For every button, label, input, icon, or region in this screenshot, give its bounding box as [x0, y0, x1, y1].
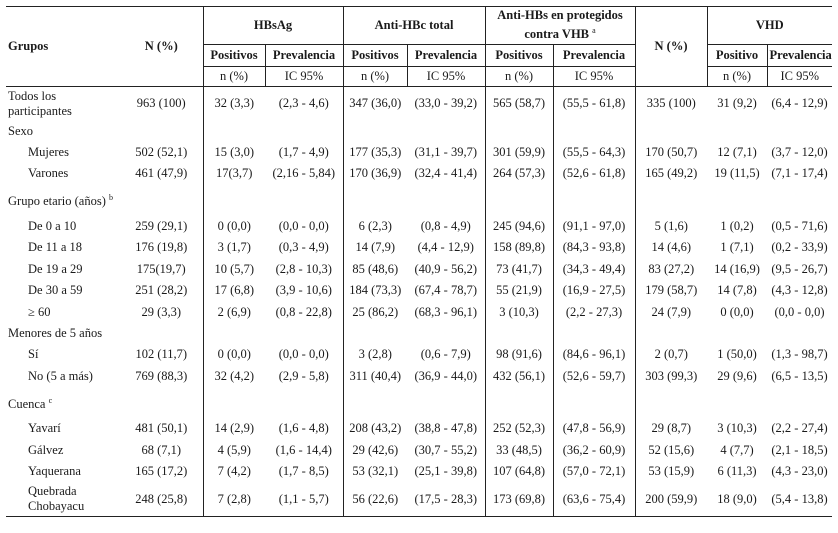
table-cell: 1 (50,0)	[717, 347, 757, 362]
empty-cell	[553, 323, 635, 344]
table-cell: (84,6 - 96,1)	[553, 344, 635, 366]
table-cell: (1,6 - 4,8)	[278, 421, 329, 436]
empty-cell	[343, 387, 407, 418]
table-cell: (2,2 - 27,3)	[553, 302, 635, 324]
table-row	[6, 259, 832, 281]
table-row	[6, 280, 832, 302]
row-label-text: Quebrada Chobayacu	[28, 484, 85, 514]
table-cell: 769 (88,3)	[135, 368, 188, 383]
table-cell: (40,9 - 56,2)	[414, 261, 478, 276]
empty-cell	[635, 121, 707, 142]
table-cell: 208 (43,2)	[343, 418, 407, 440]
table-cell: (2,16 - 5,84)	[272, 166, 335, 181]
table-cell: 31 (9,2)	[717, 96, 757, 111]
row-label-text: Cuenca	[8, 397, 46, 412]
table-cell: 335 (100)	[635, 87, 707, 121]
row-label-text: Grupo etario (años)	[8, 194, 106, 209]
row-label	[6, 87, 120, 121]
table-cell: 32 (4,2)	[203, 366, 265, 388]
table-cell: 19 (11,5)	[714, 166, 760, 181]
table-cell: 481 (50,1)	[135, 421, 188, 436]
sub-vhd-prevalencia: Prevalencia	[767, 45, 832, 67]
table-cell: (2,9 - 5,8)	[278, 368, 329, 383]
table-cell: 200 (59,9)	[635, 483, 707, 517]
table-cell: (57,0 - 72,1)	[553, 461, 635, 483]
table-row	[6, 142, 832, 164]
table-row	[6, 163, 832, 185]
table-cell: 29 (9,6)	[717, 368, 757, 383]
table-cell: (3,9 - 10,6)	[275, 283, 332, 298]
table-cell: (91,1 - 97,0)	[553, 216, 635, 238]
table-cell: (0,0 - 0,0)	[774, 304, 825, 319]
table-cell: 259 (29,1)	[135, 218, 188, 233]
row-label	[6, 237, 120, 259]
table-cell: 3 (1,7)	[203, 237, 265, 259]
table-cell: 52 (15,6)	[635, 440, 707, 462]
row-label	[6, 387, 120, 418]
empty-cell	[265, 323, 343, 344]
empty-cell	[767, 185, 832, 216]
table-cell: 0 (0,0)	[720, 304, 754, 319]
table-cell: 3 (2,8)	[343, 344, 407, 366]
empty-cell	[343, 121, 407, 142]
table-cell: (68,3 - 96,1)	[414, 304, 478, 319]
table-cell: 15 (3,0)	[203, 142, 265, 164]
table-cell: (17,5 - 28,3)	[414, 491, 478, 506]
empty-cell	[635, 387, 707, 418]
row-label	[6, 259, 120, 281]
row-label	[6, 163, 120, 185]
table-cell: 0 (0,0)	[203, 344, 265, 366]
table-cell: (9,5 - 26,7)	[771, 261, 828, 276]
table-cell: 29 (3,3)	[141, 304, 182, 319]
table-cell: 55 (21,9)	[485, 280, 553, 302]
table-cell: 7 (2,8)	[203, 483, 265, 517]
sub2-antihbs-n: n (%)	[485, 67, 553, 87]
row-label	[6, 483, 120, 517]
table-cell: 2 (6,9)	[203, 302, 265, 324]
table-cell: 17 (6,8)	[203, 280, 265, 302]
table-cell: 6 (11,3)	[717, 464, 757, 479]
sub2-hbsag-ic: IC 95%	[265, 67, 343, 87]
row-label-text: Sí	[28, 347, 39, 362]
sub-antihbs-prevalencia: Prevalencia	[553, 45, 635, 67]
header-anti-hbc: Anti-HBc total	[343, 7, 485, 45]
table-row	[6, 366, 832, 388]
table-cell: 18 (9,0)	[717, 491, 757, 506]
table-cell: (5,4 - 13,8)	[771, 491, 828, 506]
table-cell: 32 (3,3)	[203, 87, 265, 121]
empty-cell	[265, 185, 343, 216]
table-cell: (47,8 - 56,9)	[553, 418, 635, 440]
table-cell: 25 (86,2)	[343, 302, 407, 324]
section-row	[6, 121, 832, 142]
row-label-text: De 11 a 18	[28, 240, 83, 255]
table-cell: 83 (27,2)	[635, 259, 707, 281]
table-row	[6, 461, 832, 483]
table-cell: (0,5 - 71,6)	[771, 218, 828, 233]
section-row	[6, 185, 832, 216]
table-cell: 963 (100)	[136, 96, 186, 111]
empty-cell	[553, 387, 635, 418]
table-cell: (1,3 - 98,7)	[771, 347, 828, 362]
empty-cell	[265, 121, 343, 142]
row-label	[6, 461, 120, 483]
row-label-text: Sexo	[8, 123, 33, 138]
table-cell: (1,7 - 8,5)	[278, 464, 329, 479]
table-cell: (0,8 - 4,9)	[420, 218, 471, 233]
table-cell: (0,6 - 7,9)	[420, 347, 471, 362]
empty-cell	[343, 323, 407, 344]
sub-antihbc-prevalencia: Prevalencia	[407, 45, 485, 67]
row-label-text: Menores de 5 años	[8, 326, 103, 340]
empty-cell	[203, 121, 265, 142]
empty-cell	[485, 121, 553, 142]
table-cell: 68 (7,1)	[141, 442, 182, 457]
table-cell: (4,3 - 23,0)	[771, 464, 828, 479]
header-grupos: Grupos	[6, 7, 120, 87]
results-table	[6, 6, 832, 517]
table-cell: 6 (2,3)	[343, 216, 407, 238]
table-cell: 24 (7,9)	[635, 302, 707, 324]
empty-cell	[407, 185, 485, 216]
empty-cell	[485, 185, 553, 216]
table-cell: (52,6 - 59,7)	[553, 366, 635, 388]
row-label-sup: c	[48, 395, 53, 405]
table-cell: 347 (36,0)	[343, 87, 407, 121]
table-cell: 251 (28,2)	[135, 283, 188, 298]
table-cell: 73 (41,7)	[485, 259, 553, 281]
empty-cell	[203, 323, 265, 344]
row-label-text: De 19 a 29	[28, 261, 83, 276]
empty-cell	[707, 121, 767, 142]
row-label	[6, 280, 120, 302]
table-row	[6, 216, 832, 238]
table-row	[6, 440, 832, 462]
table-cell: 14 (2,9)	[203, 418, 265, 440]
table-cell: 1 (7,1)	[720, 240, 754, 255]
header-hbsag: HBsAg	[203, 7, 343, 45]
table-cell: (0,2 - 33,9)	[771, 240, 828, 255]
empty-cell	[767, 323, 832, 344]
table-cell: (55,5 - 64,3)	[553, 142, 635, 164]
table-cell: 98 (91,6)	[485, 344, 553, 366]
row-label-text: Gálvez	[28, 442, 64, 457]
empty-cell	[767, 121, 832, 142]
empty-cell	[553, 121, 635, 142]
table-cell: 461 (47,9)	[135, 166, 188, 181]
row-label	[6, 366, 120, 388]
table-cell: 29 (8,7)	[635, 418, 707, 440]
row-label-text: Varones	[28, 166, 69, 181]
table-cell: (0,3 - 4,9)	[278, 240, 329, 255]
table-row	[6, 344, 832, 366]
empty-cell	[343, 185, 407, 216]
table-cell: 10 (5,7)	[203, 259, 265, 281]
table-cell: (0,0 - 0,0)	[278, 347, 329, 362]
table-cell: 53 (32,1)	[343, 461, 407, 483]
empty-cell	[553, 185, 635, 216]
empty-cell	[767, 387, 832, 418]
empty-cell	[120, 323, 203, 344]
empty-cell	[707, 185, 767, 216]
table-cell: 29 (42,6)	[343, 440, 407, 462]
table-cell: (6,4 - 12,9)	[771, 96, 828, 111]
table-cell: 432 (56,1)	[485, 366, 553, 388]
header-anti-hbs	[485, 7, 635, 45]
row-label-text: De 30 a 59	[28, 283, 83, 298]
empty-cell	[635, 185, 707, 216]
table-cell: (38,8 - 47,8)	[414, 421, 478, 436]
section-row	[6, 323, 832, 344]
row-label	[6, 216, 120, 238]
table-cell: 2 (0,7)	[635, 344, 707, 366]
sub2-hbsag-n: n (%)	[203, 67, 265, 87]
table-cell: (4,3 - 12,8)	[771, 283, 828, 298]
table-cell: 184 (73,3)	[343, 280, 407, 302]
header-n-pct-2: N (%)	[635, 7, 707, 87]
table-cell: (2,1 - 18,5)	[771, 442, 828, 457]
table-cell: 311 (40,4)	[343, 366, 407, 388]
empty-cell	[635, 323, 707, 344]
sub2-antihbc-ic: IC 95%	[407, 67, 485, 87]
table-cell: (36,9 - 44,0)	[414, 368, 478, 383]
table-cell: (4,4 - 12,9)	[417, 240, 474, 255]
table-cell: 5 (1,6)	[635, 216, 707, 238]
table-row	[6, 87, 832, 121]
header-anti-hbs-sup: a	[592, 26, 596, 36]
table-cell: 248 (25,8)	[135, 491, 188, 506]
row-label	[6, 121, 120, 142]
table-cell: 4 (7,7)	[720, 442, 754, 457]
table-row	[6, 483, 832, 517]
table-cell: (6,5 - 13,5)	[771, 368, 828, 383]
table-body	[6, 87, 832, 517]
table-cell: 245 (94,6)	[485, 216, 553, 238]
row-label-text: Yavarí	[28, 421, 61, 436]
table-cell: 14 (7,9)	[343, 237, 407, 259]
table-cell: (63,6 - 75,4)	[553, 483, 635, 517]
table-cell: (16,9 - 27,5)	[553, 280, 635, 302]
table-cell: 176 (19,8)	[135, 240, 188, 255]
header-n-pct: N (%)	[120, 7, 203, 87]
table-cell: 7 (4,2)	[203, 461, 265, 483]
empty-cell	[265, 387, 343, 418]
sub-hbsag-prevalencia: Prevalencia	[265, 45, 343, 67]
sub2-antihbs-ic: IC 95%	[553, 67, 635, 87]
table-cell: 14 (16,9)	[714, 261, 760, 276]
row-label	[6, 302, 120, 324]
table-cell: 165 (49,2)	[635, 163, 707, 185]
table-cell: (0,0 - 0,0)	[278, 218, 329, 233]
table-cell: (55,5 - 61,8)	[553, 87, 635, 121]
empty-cell	[203, 185, 265, 216]
table-row	[6, 302, 832, 324]
table-cell: (33,0 - 39,2)	[414, 96, 478, 111]
row-label	[6, 418, 120, 440]
row-label-text: Yaquerana	[28, 464, 81, 479]
table-cell: (3,7 - 12,0)	[771, 144, 828, 159]
row-label	[6, 142, 120, 164]
table-cell: 175(19,7)	[136, 261, 186, 276]
table-cell: 14 (4,6)	[635, 237, 707, 259]
table-cell: (67,4 - 78,7)	[414, 283, 478, 298]
sub-antihbc-positivos: Positivos	[343, 45, 407, 67]
table-cell: 301 (59,9)	[485, 142, 553, 164]
table-cell: 56 (22,6)	[343, 483, 407, 517]
sub-antihbs-positivos: Positivos	[485, 45, 553, 67]
empty-cell	[203, 387, 265, 418]
table-cell: (1,6 - 14,4)	[275, 442, 332, 457]
sub-hbsag-positivos: Positivos	[203, 45, 265, 67]
empty-cell	[120, 185, 203, 216]
empty-cell	[407, 121, 485, 142]
table-cell: 264 (57,3)	[485, 163, 553, 185]
table-cell: 4 (5,9)	[203, 440, 265, 462]
row-label	[6, 185, 120, 216]
table-cell: 565 (58,7)	[485, 87, 553, 121]
row-label	[6, 440, 120, 462]
header-anti-hbs-text: Anti-HBs en protegidos contra VHB	[497, 8, 623, 42]
table-cell: 170 (50,7)	[635, 142, 707, 164]
table-cell: 1 (0,2)	[720, 218, 754, 233]
table-cell: 53 (15,9)	[635, 461, 707, 483]
table-cell: 173 (69,8)	[485, 483, 553, 517]
table-row	[6, 237, 832, 259]
table-cell: 158 (89,8)	[485, 237, 553, 259]
table-cell: (2,8 - 10,3)	[275, 261, 332, 276]
row-label-text: De 0 a 10	[28, 218, 77, 233]
row-label	[6, 323, 120, 344]
section-row	[6, 387, 832, 418]
table-cell: 177 (35,3)	[343, 142, 407, 164]
table-cell: 303 (99,3)	[635, 366, 707, 388]
table-cell: 85 (48,6)	[343, 259, 407, 281]
table-cell: (2,2 - 27,4)	[771, 421, 828, 436]
table-cell: 12 (7,1)	[717, 144, 757, 159]
table-cell: (1,7 - 4,9)	[278, 144, 329, 159]
empty-cell	[707, 323, 767, 344]
table-cell: 179 (58,7)	[635, 280, 707, 302]
sub2-vhd-ic: IC 95%	[767, 67, 832, 87]
table-cell: 102 (11,7)	[135, 347, 188, 362]
header-vhd: VHD	[707, 7, 832, 45]
table-cell: 33 (48,5)	[485, 440, 553, 462]
empty-cell	[485, 323, 553, 344]
table-cell: 14 (7,8)	[717, 283, 757, 298]
table-cell: 170 (36,9)	[343, 163, 407, 185]
table-cell: (30,7 - 55,2)	[414, 442, 478, 457]
table-cell: 3 (10,3)	[717, 421, 757, 436]
empty-cell	[120, 387, 203, 418]
row-label-text: No (5 a más)	[28, 368, 93, 383]
table-cell: 107 (64,8)	[485, 461, 553, 483]
empty-cell	[485, 387, 553, 418]
table-cell: (34,3 - 49,4)	[553, 259, 635, 281]
table-cell: (0,8 - 22,8)	[275, 304, 332, 319]
table-cell: 0 (0,0)	[203, 216, 265, 238]
table-cell: 165 (17,2)	[135, 464, 188, 479]
row-label-text: ≥ 60	[28, 304, 51, 319]
empty-cell	[120, 121, 203, 142]
table-cell: (25,1 - 39,8)	[414, 464, 478, 479]
table-cell: 17(3,7)	[203, 163, 265, 185]
table-cell: (2,3 - 4,6)	[278, 96, 329, 111]
sub2-antihbc-n: n (%)	[343, 67, 407, 87]
table-cell: (31,1 - 39,7)	[414, 144, 478, 159]
table-cell: (1,1 - 5,7)	[278, 491, 329, 506]
sub-vhd-positivo: Positivo	[707, 45, 767, 67]
table-row	[6, 418, 832, 440]
table-cell: 3 (10,3)	[485, 302, 553, 324]
table-cell: (36,2 - 60,9)	[553, 440, 635, 462]
table-cell: (32,4 - 41,4)	[414, 166, 478, 181]
table-cell: (52,6 - 61,8)	[553, 163, 635, 185]
table-cell: 252 (52,3)	[485, 418, 553, 440]
row-label-sup: b	[109, 193, 114, 203]
empty-cell	[707, 387, 767, 418]
row-label-text: Mujeres	[28, 144, 69, 159]
table-cell: (7,1 - 17,4)	[771, 166, 828, 181]
empty-cell	[407, 387, 485, 418]
table-cell: 502 (52,1)	[135, 144, 188, 159]
sub2-vhd-n: n (%)	[707, 67, 767, 87]
empty-cell	[407, 323, 485, 344]
row-label	[6, 344, 120, 366]
table-cell: (84,3 - 93,8)	[553, 237, 635, 259]
row-label-text: Todos los participantes	[8, 88, 72, 118]
